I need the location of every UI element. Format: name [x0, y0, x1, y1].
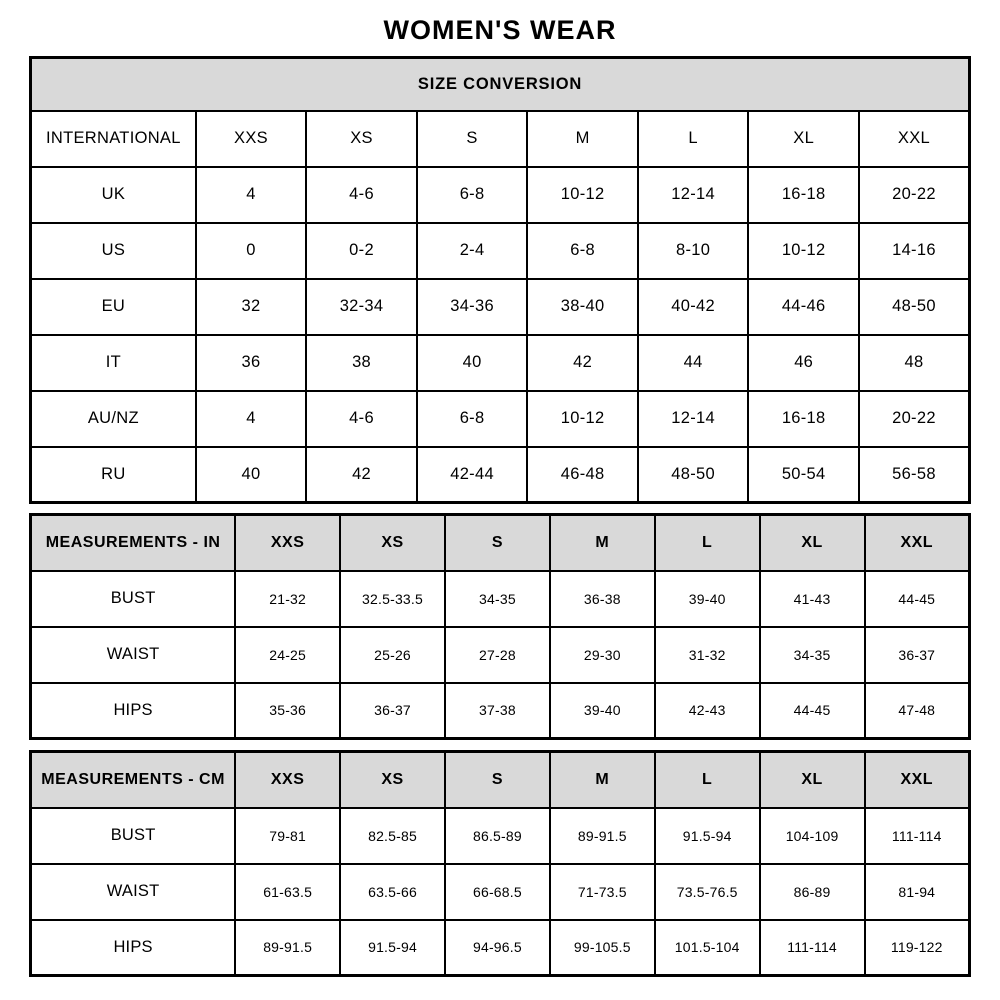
measurements-in-table — [29, 513, 971, 740]
row-label: BUST — [31, 571, 236, 627]
table-row — [31, 279, 970, 335]
data-cell: 4-6 — [306, 167, 417, 223]
table-row — [31, 864, 970, 920]
data-cell: 2-4 — [417, 223, 528, 279]
data-cell: 81-94 — [865, 864, 970, 920]
data-cell: 36-37 — [340, 683, 445, 739]
data-cell: 37-38 — [445, 683, 550, 739]
data-cell: 24-25 — [235, 627, 340, 683]
data-cell: 44-45 — [760, 683, 865, 739]
data-cell: 82.5-85 — [340, 808, 445, 864]
data-cell: 16-18 — [748, 391, 859, 447]
data-cell: 50-54 — [748, 447, 859, 503]
column-header: XXS — [235, 515, 340, 571]
row-label: HIPS — [31, 920, 236, 976]
data-cell: 42-43 — [655, 683, 760, 739]
data-cell: 63.5-66 — [340, 864, 445, 920]
data-cell: 39-40 — [655, 571, 760, 627]
measurements-cm-table — [29, 750, 971, 977]
data-cell: 36 — [196, 335, 307, 391]
data-cell: 86-89 — [760, 864, 865, 920]
data-cell: 79-81 — [235, 808, 340, 864]
data-cell: 42 — [527, 335, 638, 391]
data-cell: 35-36 — [235, 683, 340, 739]
data-cell: 48 — [859, 335, 970, 391]
column-header: M — [550, 752, 655, 808]
table-row — [31, 920, 970, 976]
row-label: HIPS — [31, 683, 236, 739]
data-cell: 20-22 — [859, 391, 970, 447]
row-label: RU — [31, 447, 196, 503]
data-cell: 6-8 — [417, 391, 528, 447]
data-cell: 44 — [638, 335, 749, 391]
header-row — [31, 515, 970, 571]
data-cell: 71-73.5 — [550, 864, 655, 920]
data-cell: 38 — [306, 335, 417, 391]
data-cell: 4 — [196, 167, 307, 223]
row-label: IT — [31, 335, 196, 391]
data-cell: 104-109 — [760, 808, 865, 864]
table-row — [31, 391, 970, 447]
data-cell: 25-26 — [340, 627, 445, 683]
data-cell: 86.5-89 — [445, 808, 550, 864]
data-cell: 42-44 — [417, 447, 528, 503]
header-row — [31, 111, 970, 167]
data-cell: 48-50 — [638, 447, 749, 503]
data-cell: 27-28 — [445, 627, 550, 683]
row-label: US — [31, 223, 196, 279]
data-cell: 0-2 — [306, 223, 417, 279]
data-cell: 89-91.5 — [550, 808, 655, 864]
row-label: WAIST — [31, 864, 236, 920]
data-cell: 91.5-94 — [655, 808, 760, 864]
column-header: M — [527, 111, 638, 167]
column-header: XS — [306, 111, 417, 167]
data-cell: 20-22 — [859, 167, 970, 223]
data-cell: 66-68.5 — [445, 864, 550, 920]
column-header: XL — [760, 515, 865, 571]
data-cell: 4 — [196, 391, 307, 447]
data-cell: 31-32 — [655, 627, 760, 683]
data-cell: 34-35 — [760, 627, 865, 683]
data-cell: 36-37 — [865, 627, 970, 683]
data-cell: 46-48 — [527, 447, 638, 503]
header-label: MEASUREMENTS - IN — [31, 515, 236, 571]
table-row — [31, 167, 970, 223]
data-cell: 47-48 — [865, 683, 970, 739]
table-row — [31, 683, 970, 739]
data-cell: 40 — [417, 335, 528, 391]
data-cell: 39-40 — [550, 683, 655, 739]
table-row — [31, 571, 970, 627]
page-title: WOMEN'S WEAR — [383, 15, 617, 45]
data-cell: 38-40 — [527, 279, 638, 335]
data-cell: 41-43 — [760, 571, 865, 627]
row-label: EU — [31, 279, 196, 335]
data-cell: 111-114 — [865, 808, 970, 864]
data-cell: 8-10 — [638, 223, 749, 279]
data-cell: 32.5-33.5 — [340, 571, 445, 627]
column-header: L — [655, 515, 760, 571]
data-cell: 6-8 — [417, 167, 528, 223]
data-cell: 61-63.5 — [235, 864, 340, 920]
data-cell: 48-50 — [859, 279, 970, 335]
data-cell: 4-6 — [306, 391, 417, 447]
table-row — [31, 335, 970, 391]
column-header: XXS — [235, 752, 340, 808]
data-cell: 21-32 — [235, 571, 340, 627]
column-header: L — [655, 752, 760, 808]
table-banner: SIZE CONVERSION — [31, 58, 970, 111]
column-header: M — [550, 515, 655, 571]
data-cell: 12-14 — [638, 167, 749, 223]
data-cell: 34-36 — [417, 279, 528, 335]
data-cell: 119-122 — [865, 920, 970, 976]
table-row — [31, 447, 970, 503]
data-cell: 16-18 — [748, 167, 859, 223]
row-label: BUST — [31, 808, 236, 864]
data-cell: 101.5-104 — [655, 920, 760, 976]
column-header: XXL — [859, 111, 970, 167]
column-header: XS — [340, 752, 445, 808]
data-cell: 10-12 — [527, 391, 638, 447]
data-cell: 29-30 — [550, 627, 655, 683]
data-cell: 14-16 — [859, 223, 970, 279]
data-cell: 10-12 — [748, 223, 859, 279]
data-cell: 0 — [196, 223, 307, 279]
table-row — [31, 627, 970, 683]
data-cell: 111-114 — [760, 920, 865, 976]
data-cell: 40 — [196, 447, 307, 503]
data-cell: 42 — [306, 447, 417, 503]
data-cell: 99-105.5 — [550, 920, 655, 976]
header-label: INTERNATIONAL — [31, 111, 196, 167]
table-row — [31, 223, 970, 279]
data-cell: 44-45 — [865, 571, 970, 627]
data-cell: 46 — [748, 335, 859, 391]
data-cell: 40-42 — [638, 279, 749, 335]
data-cell: 56-58 — [859, 447, 970, 503]
column-header: XXS — [196, 111, 307, 167]
data-cell: 36-38 — [550, 571, 655, 627]
data-cell: 32 — [196, 279, 307, 335]
row-label: UK — [31, 167, 196, 223]
data-cell: 12-14 — [638, 391, 749, 447]
data-cell: 32-34 — [306, 279, 417, 335]
data-cell: 89-91.5 — [235, 920, 340, 976]
data-cell: 91.5-94 — [340, 920, 445, 976]
banner-row — [31, 58, 970, 111]
column-header: L — [638, 111, 749, 167]
data-cell: 94-96.5 — [445, 920, 550, 976]
column-header: S — [417, 111, 528, 167]
column-header: XL — [760, 752, 865, 808]
column-header: XS — [340, 515, 445, 571]
row-label: WAIST — [31, 627, 236, 683]
size-conversion-table — [29, 56, 971, 504]
data-cell: 6-8 — [527, 223, 638, 279]
data-cell: 73.5-76.5 — [655, 864, 760, 920]
header-row — [31, 752, 970, 808]
column-header: XL — [748, 111, 859, 167]
row-label: AU/NZ — [31, 391, 196, 447]
column-header: S — [445, 515, 550, 571]
data-cell: 44-46 — [748, 279, 859, 335]
data-cell: 34-35 — [445, 571, 550, 627]
header-label: MEASUREMENTS - CM — [31, 752, 236, 808]
table-row — [31, 808, 970, 864]
data-cell: 10-12 — [527, 167, 638, 223]
column-header: XXL — [865, 515, 970, 571]
column-header: XXL — [865, 752, 970, 808]
column-header: S — [445, 752, 550, 808]
